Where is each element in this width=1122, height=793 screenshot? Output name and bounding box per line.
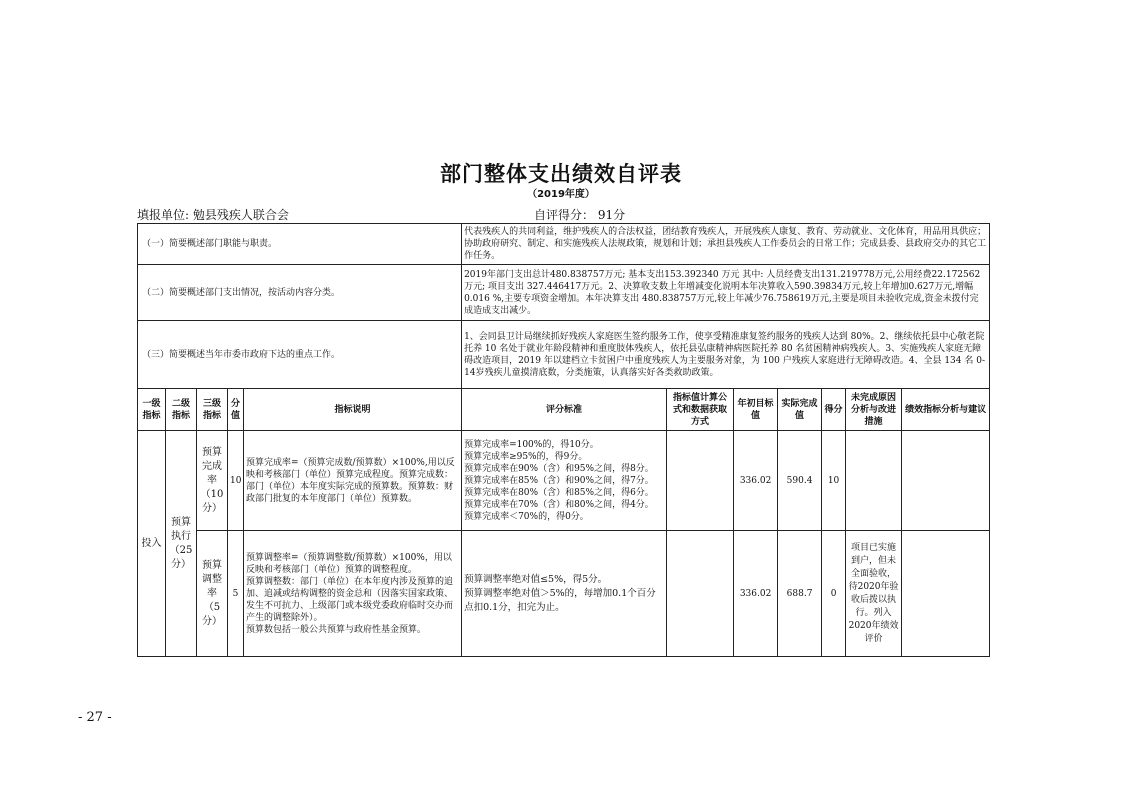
criteria-cell <box>462 531 667 657</box>
actual-cell: 590.4 <box>778 431 822 531</box>
summary-label: （二）简要概述部门支出情况，按活动内容分类。 <box>138 265 462 321</box>
performance-table <box>137 223 990 657</box>
actual-cell: 688.7 <box>778 531 822 657</box>
level1-cell: 投入 <box>138 431 166 657</box>
table-row <box>138 431 990 531</box>
criteria-line: 预算完成率=100%的，得10分。 <box>464 439 599 450</box>
page-number: - 27 - <box>78 710 112 725</box>
criteria-line: 预算完成率在85%（含）和90%之间，得7分。 <box>464 475 654 486</box>
header-score: 得分 <box>822 389 846 431</box>
level3-cell: 预算完成率（10分） <box>197 431 228 531</box>
score-cell: 0 <box>822 531 846 657</box>
criteria-line: 预算完成率在70%（含）和80%之间，得4分。 <box>464 499 654 510</box>
description-line: 预算调整率=（预算调整数/预算数）×100%，用以反映和考核部门（单位）预算的调整程度。 <box>246 552 452 575</box>
target-cell: 336.02 <box>734 431 778 531</box>
criteria-line: 预算完成率≥95%的，得9分。 <box>464 451 588 462</box>
header-level2: 二级指标 <box>166 389 197 431</box>
header-points: 分值 <box>228 389 244 431</box>
formula-cell <box>667 431 734 531</box>
header-level1: 一级指标 <box>138 389 166 431</box>
summary-label: （三）简要概述当年市委市政府下达的重点工作。 <box>138 321 462 389</box>
header-actual: 实际完成值 <box>778 389 822 431</box>
header-row <box>138 389 990 431</box>
criteria-cell <box>462 431 667 531</box>
summary-row <box>138 321 990 389</box>
summary-row <box>138 265 990 321</box>
description-line: 预算调整数：部门（单位）在本年度内涉及预算的追加、追减或结构调整的资金总和（因落实国家政策、发生不可抗力、上级部门或本级党委政府临时交办而产生的调整除外）。 <box>246 576 454 623</box>
criteria-line: 预算完成率＜70%的，得0分。 <box>464 511 589 522</box>
reason-cell <box>846 431 902 531</box>
header-reason: 未完成原因分析与改进措施 <box>846 389 902 431</box>
score-cell: 10 <box>822 431 846 531</box>
summary-label: （一）简要概述部门职能与职责。 <box>138 224 462 265</box>
target-cell: 336.02 <box>734 531 778 657</box>
criteria-line: 预算调整率绝对值≤5%，得5分。 <box>464 573 608 585</box>
page-title: 部门整体支出绩效自评表 <box>440 162 682 186</box>
summary-text: 1、会同县卫计局继续抓好残疾人家庭医生签约服务工作，使享受精准康复签约服务的残疾人达到 80%。2、继续依托县中心敬老院托养 10 名处于就业年龄段精神和重度肢体残疾人，依托县弘康精神病医院托养 80 名贫困精神病残疾人。3、实施残疾人家庭无障碍改造项目，2019 年以建档立卡贫困户中重度残疾人为主要服务对象，为 100 户残疾人家庭进行无障碍改造。4、全县 134 名 0-14岁残疾儿童摸清底数，分类施策，认真落实好各类救助政策。 <box>462 321 990 389</box>
header-formula: 指标值计算公式和数据获取方式 <box>667 389 734 431</box>
level2-cell: 预算执行（25分） <box>166 431 197 657</box>
self-score: 自评得分： 91分 <box>534 208 626 222</box>
summary-row <box>138 224 990 265</box>
level3-cell: 预算调整率（5分） <box>197 531 228 657</box>
table-row <box>138 531 990 657</box>
advice-cell <box>902 531 990 657</box>
page-subtitle: （2019年度） <box>527 189 595 200</box>
header-advice: 绩效指标分析与建议 <box>902 389 990 431</box>
criteria-line: 预算调整率绝对值＞5%的，每增加0.1个百分点扣0.1分，扣完为止。 <box>464 587 656 613</box>
summary-text: 2019年部门支出总计480.838757万元; 基本支出153.392340 万元 其中: 人员经费支出131.219778万元,公用经费22.172562万元; 项目支出 327.446417万元。2、决算收支数上年增减变化说明本年决算收入590.39834万元,较上年增加0.627万元,增幅0.016 %,主要专项资金增加。本年决算支出 480.838757万元,较上年减少76.758619万元,主要是项目未验收完成,资金未拨付完成造成支出减少。 <box>462 265 990 321</box>
advice-cell <box>902 431 990 531</box>
header-description: 指标说明 <box>244 389 462 431</box>
header-level3: 三级指标 <box>197 389 228 431</box>
header-criteria: 评分标准 <box>462 389 667 431</box>
criteria-line: 预算完成率在90%（含）和95%之间，得8分。 <box>464 463 654 474</box>
description-line: 预算数包括一般公共预算与政府性基金预算。 <box>246 624 427 635</box>
description-cell: 预算完成率=（预算完成数/预算数）×100%,用以反映和考核部门（单位）预算完成程度。预算完成数：部门（单位）本年度实际完成的预算数。预算数：财政部门批复的本年度部门（单位）预算数。 <box>244 431 462 531</box>
reason-cell: 项目已实施到户，但未全面验收，待2020年验收后拨以执行。列入2020年绩效评价 <box>846 531 902 657</box>
summary-text: 代表残疾人的共同利益，维护残疾人的合法权益，团结教育残疾人，开展残疾人康复、教育、劳动就业、文化体育，用品用具供应；协助政府研究、制定、和实施残疾人法规政策，规划和计划；承担县残疾人工作委员会的日常工作；完成县委、县政府交办的其它工作任务。 <box>462 224 990 265</box>
points-cell: 5 <box>228 531 244 657</box>
header-target: 年初目标值 <box>734 389 778 431</box>
reporting-unit: 填报单位: 勉县残疾人联合会 <box>137 208 289 222</box>
description-cell <box>244 531 462 657</box>
points-cell: 10 <box>228 431 244 531</box>
criteria-line: 预算完成率在80%（含）和85%之间，得6分。 <box>464 487 654 498</box>
formula-cell <box>667 531 734 657</box>
